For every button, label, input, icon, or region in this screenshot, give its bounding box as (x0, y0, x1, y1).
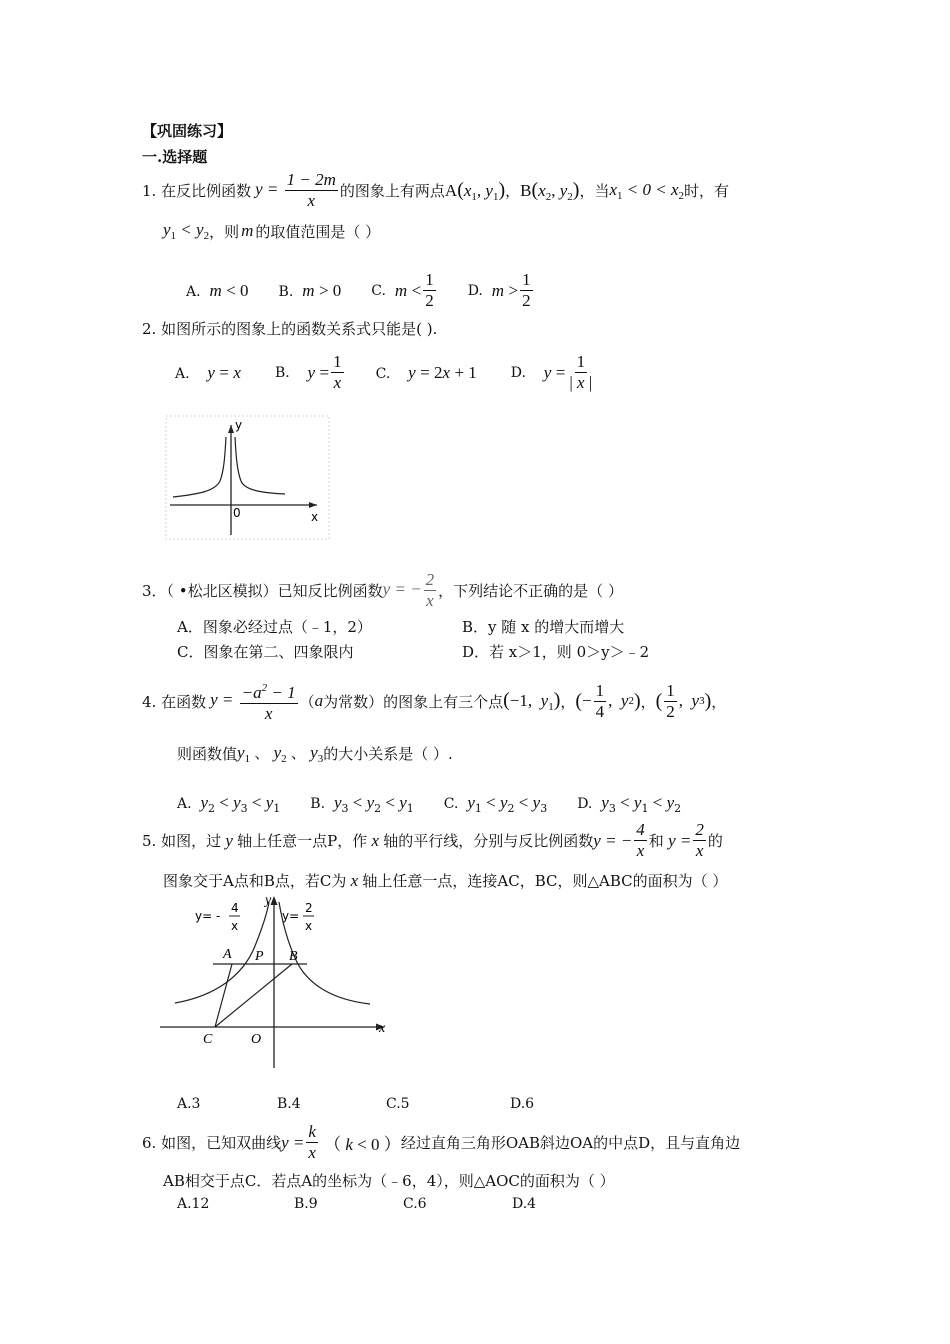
q5-line2a: 图象交于A点和B点，若C为 (163, 872, 347, 890)
q5-option-a[interactable]: A.3 (177, 1096, 201, 1112)
q4-option-d-label: D. (577, 796, 593, 812)
q3-formula: y = − $\frac{2}{x}$ (382, 570, 435, 610)
q1-mid: 的图象上有两点 (339, 182, 445, 200)
q3-pre: 3．（ •松北区模拟）已知反比例函数 (142, 582, 383, 600)
q4-option-c-label: C. (443, 796, 459, 812)
section-title: 【巩固练习】 (142, 122, 233, 140)
q4-line2 (177, 742, 453, 765)
q4-option-a[interactable]: A. $y_2 < y_3 < y_1$ (177, 793, 281, 815)
q5-point-o: O (251, 1032, 262, 1047)
q2-option-b-label: B. (274, 364, 290, 381)
q5-y-label: y (265, 893, 272, 908)
q3-line1 (142, 570, 623, 611)
q4-option-b[interactable]: B. $y_3 < y_2 < y_1$ (310, 793, 414, 815)
q1-line2-text: ，则 (209, 222, 240, 241)
q5-label-y2-den: x (305, 919, 313, 933)
q4-point-1: (−1, $y_1$) (503, 689, 561, 713)
q2-curve-left (173, 437, 226, 497)
q1-option-b[interactable]: B. m > 0 (278, 280, 342, 300)
q2-option-c-label: C. (375, 365, 391, 382)
q3-option-d[interactable]: D．若 x＞1，则 0＞y＞﹣2 (462, 643, 650, 661)
part-title: 一.选择题 (142, 148, 208, 166)
q1-option-a[interactable]: A. m < 0 (186, 280, 249, 300)
q2-options (175, 352, 596, 393)
q1-m-var: m (241, 221, 254, 240)
q1-option-a-label: A. (186, 283, 201, 300)
q2-option-a-label: A. (175, 365, 190, 382)
q1-condition2: $y_1 < y_2$ (163, 220, 210, 242)
q5-label-y1-den: x (231, 919, 239, 933)
q5-segment-ac (215, 964, 232, 1027)
q5-label-y1: y= - (195, 909, 221, 923)
q6-option-b[interactable]: B.9 (294, 1196, 318, 1212)
q4-option-d[interactable]: D. $y_3 < y_1 < y_2$ (577, 793, 682, 815)
q5-y-arrow (271, 896, 278, 905)
q1-formula: y = $\frac{1 - 2m}{x}$ (255, 170, 336, 210)
q6-option-d[interactable]: D.4 (512, 1196, 537, 1212)
q2-graph-frame (166, 416, 329, 539)
q2-text: 2. 如图所示的图象上的函数关系式只能是( ). (142, 320, 438, 338)
q2-y-arrow (228, 425, 234, 433)
q5-option-c[interactable]: C.5 (386, 1096, 410, 1112)
q4-options (177, 793, 681, 815)
q6-pre: 6. 如图，已知双曲线 (142, 1134, 282, 1152)
q5-point-p: P (255, 949, 264, 964)
q4-pre: 4. 在函数 (142, 692, 207, 711)
q5-point-a: A (223, 947, 232, 962)
q2-option-d-label: D. (510, 364, 526, 381)
q5-graph (155, 890, 395, 1070)
q2-option-a[interactable]: A. y = x (175, 362, 241, 382)
q1-option-c[interactable]: C. m < $\frac{1}{2}$ (371, 270, 434, 310)
q5-line2 (163, 870, 727, 891)
q1-post1: ，当 (579, 182, 610, 200)
q3-option-b[interactable]: B．y 随 x 的增大而增大 (462, 618, 625, 636)
q5-formula-2: y = $\frac{2}{x}$ (663, 820, 704, 860)
q3-option-a[interactable]: A．图象必经过点（﹣1，2） (177, 618, 372, 636)
q6-mid: 经过直角三角形OAB斜边OA的中点D，且与直角边 (400, 1134, 741, 1152)
q1-point-b: $B(x_2$, $y_2$) (520, 178, 580, 203)
q3-option-c[interactable]: C．图象在第二、四象限内 (177, 643, 354, 661)
q4-option-a-label: A. (177, 796, 192, 812)
q2-option-d[interactable]: D. y = $\frac{1}{| x |}$ (510, 352, 593, 392)
q5-point-c: C (203, 1032, 213, 1047)
q1-number: 1. (142, 181, 157, 200)
q4-line1: 4. 在函数 y = $\frac{-a^2 - 1}{x}$ （ a 为常数）的图象上有三个点 (−1, $y_1$) ， ( − $\frac{1}{4}$ , y 2 ) ， ( $\frac{1}{2}$ , y 3 ) ， (142, 678, 726, 724)
q4-mid: （ (299, 692, 315, 711)
q4-point-3: ( $\frac{1}{2}$ , y 3 ) (655, 680, 712, 721)
q4-option-c[interactable]: C. $y_1 < y_2 < y_3$ (443, 793, 548, 815)
q1-condition: $x_1 < 0 < x_2$ (609, 179, 684, 202)
q1-option-b-label: B. (278, 283, 294, 300)
q1-line2b: 的取值范围是（ ） (255, 222, 381, 241)
q5-pre: 5. 如图，过 (142, 832, 222, 850)
q5-y-var: y (221, 830, 238, 850)
q5-x-var-2: x (346, 870, 363, 890)
q6-option-c[interactable]: C.6 (403, 1196, 427, 1212)
q4-a-var: a (314, 691, 324, 710)
q5-mid2: 轴的平行线，分别与反比例函数 (383, 832, 594, 850)
q2-y-label: y (235, 418, 243, 432)
q5-line1 (142, 820, 723, 861)
q1-options (186, 270, 535, 311)
q1-option-d-label: D. (467, 282, 483, 299)
q2-option-b[interactable]: B. y = $\frac{1}{x}$ (274, 352, 342, 392)
q4-formula: y = $\frac{-a^2 - 1}{x}$ (210, 678, 300, 724)
q4-option-b-label: B. (310, 796, 326, 812)
q2-option-c[interactable]: C. y = 2x + 1 (375, 362, 477, 382)
q5-line2b: 轴上任意一点，连接AC，BC，则△ABC的面积为（ ） (362, 872, 728, 890)
q4-values: $y_1$ 、 $y_2$ 、 $y_3$ (237, 743, 324, 765)
q1-option-c-label: C. (371, 282, 386, 299)
q5-segment-bc (215, 964, 292, 1027)
q1-line2 (163, 220, 380, 242)
q2-graph (165, 415, 330, 540)
q3-post: ，下列结论不正确的是（ ） (438, 582, 623, 600)
q5-x-var: x (367, 830, 384, 850)
q6-formula: y = $\frac{k}{x}$ (281, 1122, 316, 1162)
q5-label-y1-num: 4 (231, 901, 239, 915)
q2-x-label: x (311, 510, 319, 524)
q5-option-b[interactable]: B.4 (277, 1096, 301, 1112)
q5-label-y2: y= (282, 909, 300, 923)
q1-line1: 1. 在反比例函数 y = $\frac{1 - 2m}{x}$ 的图象上有两点 $A(x_1$, $y_1$) ， $B(x_2$, $y_2$) ，当 $x_1 < 0 < x_2$ 时，有 (142, 170, 730, 210)
q5-formula-1: y = − $\frac{4}{x}$ (593, 820, 645, 860)
q5-point-b: B (289, 949, 298, 964)
q6-condition: （ k < 0 ） (319, 1135, 401, 1154)
q4-mid2: 为常数）的图象上有三个点 (323, 692, 504, 711)
q6-line2: AB相交于点C．若点A的坐标为（﹣6，4），则△AOC的面积为（ ） (163, 1172, 615, 1190)
q1-point-a: $A(x_1$, $y_1$) (444, 178, 506, 203)
q1-option-d[interactable]: D. m > $\frac{1}{2}$ (467, 270, 531, 310)
q4-line2b: 的大小关系是（ ）. (323, 745, 453, 763)
q5-label-y2-num: 2 (305, 901, 313, 915)
q6-option-a[interactable]: A.12 (177, 1196, 210, 1212)
q5-and: 和 (648, 832, 664, 850)
q5-end: 的 (707, 832, 723, 850)
q5-mid: 轴上任意一点P，作 (237, 832, 368, 850)
q2-origin-label: 0 (233, 506, 241, 520)
q1-pre: 在反比例函数 (161, 182, 252, 200)
q6-line1 (142, 1122, 740, 1163)
q4-point-2: ( − $\frac{1}{4}$ , y 2 ) (575, 680, 641, 721)
q4-line2-text: 则函数值 (177, 745, 238, 763)
q1-post2: 时，有 (684, 182, 730, 200)
q5-option-d[interactable]: D.6 (510, 1096, 535, 1112)
q5-x-label: x (379, 1021, 386, 1036)
q2-x-arrow (309, 502, 317, 508)
q2-curve-right (235, 437, 285, 494)
